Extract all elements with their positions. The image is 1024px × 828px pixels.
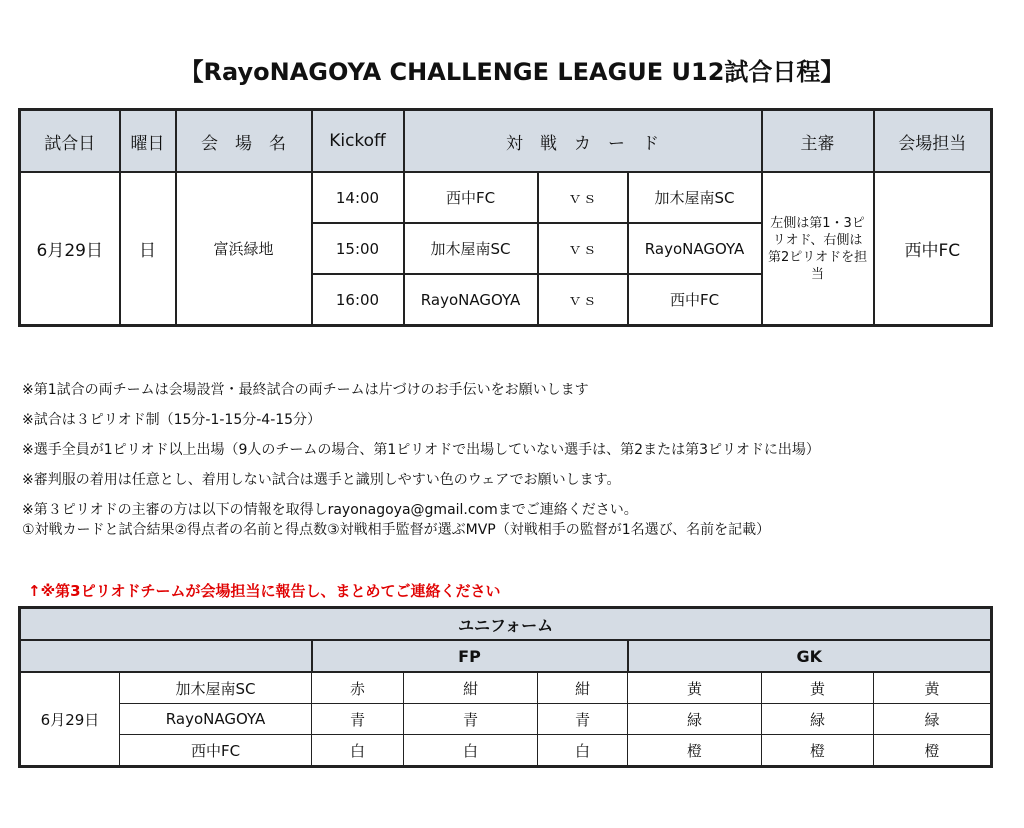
fp-color: 紺 <box>404 672 538 704</box>
fp-color: 青 <box>312 704 404 735</box>
note-period-format: ※試合は３ピリオド制（15分-1-15分-4-15分） <box>22 412 322 428</box>
vs-label: ｖｓ <box>538 172 628 223</box>
home-team: 加木屋南SC <box>404 223 538 274</box>
away-team: 西中FC <box>628 274 762 326</box>
gk-color: 緑 <box>762 704 874 735</box>
match-venue: 富浜緑地 <box>176 172 312 326</box>
fp-color: 白 <box>404 735 538 767</box>
note-player-participation: ※選手全員が1ピリオド以上出場（9人のチームの場合、第1ピリオドで出場していない選手は、第2または第3ピリオドに出場） <box>22 442 820 458</box>
gk-color: 橙 <box>874 735 992 767</box>
header-referee: 主審 <box>762 110 874 173</box>
vs-label: ｖｓ <box>538 274 628 326</box>
uniform-date: 6月29日 <box>20 672 120 767</box>
match-weekday: 日 <box>120 172 176 326</box>
uniform-row <box>20 735 992 767</box>
gk-color: 黄 <box>628 672 762 704</box>
uniform-row <box>20 704 992 735</box>
home-team: RayoNAGOYA <box>404 274 538 326</box>
referee-note: 左側は第1・3ピリオド、右側は第2ピリオドを担当 <box>762 172 874 326</box>
schedule-header-row <box>20 110 992 173</box>
note-referee-uniform: ※審判服の着用は任意とし、着用しない試合は選手と識別しやすい色のウェアでお願いします。 <box>22 472 621 488</box>
uniform-title: ユニフォーム <box>20 608 992 641</box>
schedule-table <box>18 108 993 327</box>
gk-color: 黄 <box>762 672 874 704</box>
gk-color: 緑 <box>874 704 992 735</box>
page-title: 【RayoNAGOYA CHALLENGE LEAGUE U12試合日程】 <box>179 58 845 86</box>
fp-label: FP <box>312 640 628 672</box>
fp-color: 青 <box>404 704 538 735</box>
kickoff-time: 16:00 <box>312 274 404 326</box>
notes-section <box>22 380 1002 540</box>
header-kickoff: Kickoff <box>312 110 404 173</box>
note-report-items: ①対戦カードと試合結果②得点者の名前と得点数③対戦相手監督が選ぶMVP（対戦相手の監督が1名選び、名前を記載） <box>22 522 771 538</box>
fp-color: 白 <box>312 735 404 767</box>
note-setup: ※第1試合の両チームは会場設営・最終試合の両チームは片づけのお手伝いをお願いします <box>22 382 589 398</box>
home-team: 西中FC <box>404 172 538 223</box>
uniform-row <box>20 672 992 704</box>
team-name: 西中FC <box>120 735 312 767</box>
match-date: 6月29日 <box>20 172 120 326</box>
venue-manager: 西中FC <box>874 172 992 326</box>
uniform-subheader-blank <box>20 640 312 672</box>
gk-color: 橙 <box>762 735 874 767</box>
match-row <box>20 172 992 223</box>
fp-color: 青 <box>538 704 628 735</box>
header-date: 試合日 <box>20 110 120 173</box>
uniform-title-row <box>20 608 992 641</box>
uniform-subheader-row <box>20 640 992 672</box>
header-weekday: 曜日 <box>120 110 176 173</box>
header-venue: 会 場 名 <box>176 110 312 173</box>
gk-color: 黄 <box>874 672 992 704</box>
kickoff-time: 14:00 <box>312 172 404 223</box>
gk-label: GK <box>628 640 992 672</box>
away-team: RayoNAGOYA <box>628 223 762 274</box>
away-team: 加木屋南SC <box>628 172 762 223</box>
uniform-table <box>18 606 993 768</box>
gk-color: 緑 <box>628 704 762 735</box>
vs-label: ｖｓ <box>538 223 628 274</box>
alert-report-note: ↑※第3ピリオドチームが会場担当に報告し、まとめてご連絡ください <box>28 582 501 600</box>
fp-color: 赤 <box>312 672 404 704</box>
gk-color: 橙 <box>628 735 762 767</box>
header-venue-manager: 会場担当 <box>874 110 992 173</box>
note-report-contact: ※第３ピリオドの主審の方は以下の情報を取得しrayonagoya@gmail.comまでご連絡ください。 <box>22 502 638 518</box>
kickoff-time: 15:00 <box>312 223 404 274</box>
fp-color: 紺 <box>538 672 628 704</box>
team-name: RayoNAGOYA <box>120 704 312 735</box>
team-name: 加木屋南SC <box>120 672 312 704</box>
fp-color: 白 <box>538 735 628 767</box>
header-matchup: 対 戦 カ ー ド <box>404 110 762 173</box>
